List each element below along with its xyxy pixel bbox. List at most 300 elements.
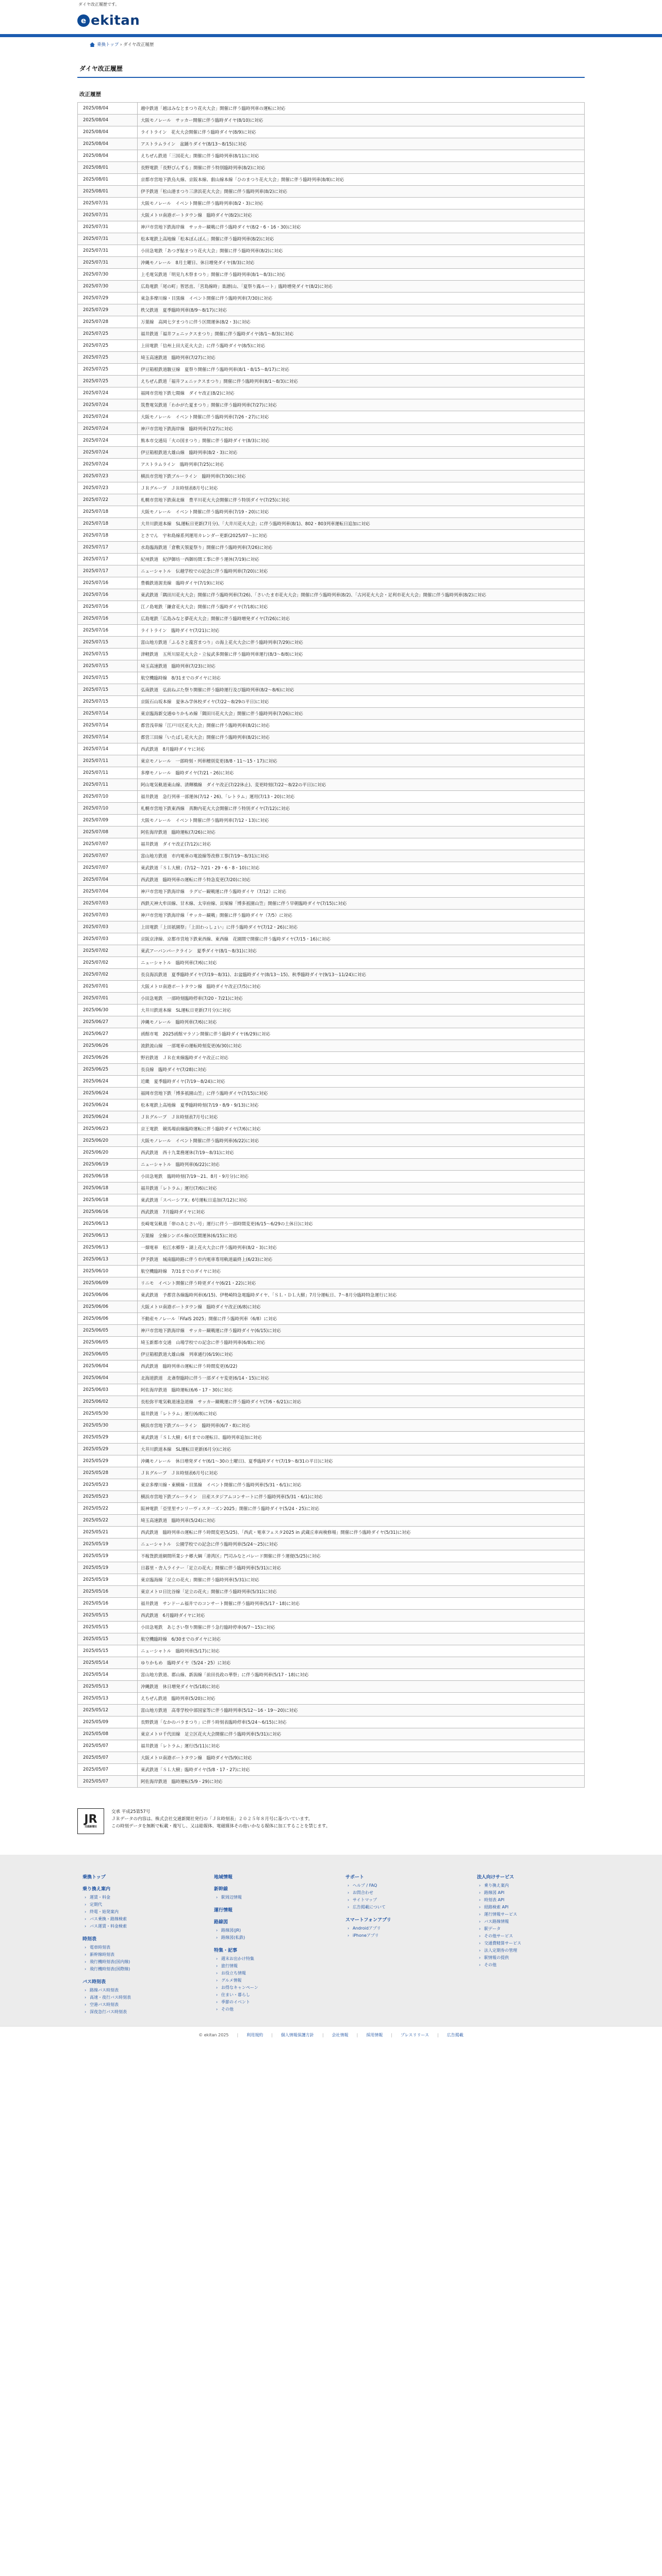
footer-link[interactable]: › 駅データ <box>477 1925 608 1933</box>
breadcrumb-current: ダイヤ改正履歴 <box>123 42 154 47</box>
footer-link[interactable]: › 路線バス時刻表 <box>82 1987 214 1994</box>
footer-link[interactable]: › 路線図 API <box>477 1889 608 1897</box>
history-description: 小田急電鉄 臨時時刻(7/19〜21、8月・9月分)に対応 <box>138 1171 585 1182</box>
history-description: 西武鉄道 臨時列車の運転に伴う時間変更(6/22) <box>138 1360 585 1372</box>
history-description: 函館市電 2025函館マラソン開催に伴う臨時ダイヤ(6/29)に対応 <box>138 1028 585 1040</box>
history-date: 2025/06/30 <box>78 1005 138 1016</box>
history-date: 2025/08/04 <box>78 103 138 115</box>
history-date: 2025/05/19 <box>78 1550 138 1562</box>
site-footer <box>0 1855 662 2026</box>
history-description: ゆりかもめ 臨時ダイヤ（5/24・25）に対応 <box>138 1657 585 1669</box>
history-description: 大井川鉄道本線 SL運転日更新(7月分)、「大井川花火大会」に伴う臨時列車(8/1)、802・803列車運転日追加に対応 <box>138 518 585 530</box>
history-row <box>78 1135 585 1147</box>
history-row <box>78 233 585 245</box>
history-row <box>78 1705 585 1716</box>
page-description: ダイヤ改正履歴です。 <box>78 2 120 7</box>
footer-link[interactable]: › 法人定期券の管理 <box>477 1947 608 1954</box>
history-date: 2025/07/02 <box>78 969 138 981</box>
history-date: 2025/06/26 <box>78 1052 138 1064</box>
history-date: 2025/06/05 <box>78 1337 138 1349</box>
permit-text <box>111 1808 330 1830</box>
history-row <box>78 1313 585 1325</box>
history-date: 2025/08/04 <box>78 115 138 126</box>
history-description: 大阪メトロ南港ポートタウン線 臨時ダイヤ改正(6/8)に対応 <box>138 1301 585 1313</box>
history-date: 2025/07/11 <box>78 767 138 779</box>
history-row <box>78 471 585 482</box>
history-date: 2025/07/14 <box>78 743 138 755</box>
history-row <box>78 518 585 530</box>
history-description: 福井鉄道「レトラム」運行(6/8)に対応 <box>138 1408 585 1420</box>
permit-number: 交承 平成25第57号 <box>111 1809 151 1814</box>
history-row <box>78 649 585 660</box>
history-description: 沖縄モノレール 8月土曜日、休日増発ダイヤ(8/3)に対応 <box>138 257 585 269</box>
footer-link[interactable]: › 広告掲載について <box>345 1904 477 1911</box>
history-date: 2025/07/09 <box>78 815 138 827</box>
footer-link[interactable]: › 住まい・暮らし <box>214 1991 345 1999</box>
history-description: 伊豆箱根鉄道駿豆線 夏祭り開催に伴う臨時列車(8/1・8/15〜8/17)に対応 <box>138 364 585 376</box>
history-row <box>78 1111 585 1123</box>
footer-link[interactable]: › 交通費精算サービス <box>477 1940 608 1947</box>
footer-link[interactable]: › 季節のイベント <box>214 1999 345 2006</box>
history-row <box>78 376 585 387</box>
footer-link[interactable]: › 定期代 <box>82 1901 214 1908</box>
history-date: 2025/05/16 <box>78 1598 138 1610</box>
history-description: 富山地方鉄道 市内電車の電設線等改修工事(7/19〜8/31)に対応 <box>138 850 585 862</box>
history-row <box>78 1218 585 1230</box>
history-description: ＪＲグループ ＪＲ時刻表8月号に対応 <box>138 482 585 494</box>
history-description: 埼玉高速鉄道 臨時列車(7/27)に対応 <box>138 352 585 364</box>
footer-link[interactable]: › 新幹線時刻表 <box>82 1951 214 1958</box>
history-row <box>78 269 585 281</box>
history-date: 2025/07/22 <box>78 494 138 506</box>
footer-link[interactable]: › バス乗換・路線検索 <box>82 1916 214 1923</box>
footer-link[interactable]: › 乗り換え案内 <box>477 1882 608 1889</box>
history-description: 沖縄モノレール 臨時列車(7/6)に対応 <box>138 1016 585 1028</box>
history-row <box>78 103 585 115</box>
footer-heading[interactable]: 法人向けサービス <box>477 1875 515 1880</box>
footer-link[interactable]: › 空港バス時刻表 <box>82 2001 214 2008</box>
history-row <box>78 1266 585 1277</box>
history-date: 2025/06/13 <box>78 1254 138 1266</box>
footer-link[interactable]: › バス運賃・料金検索 <box>82 1923 214 1930</box>
history-row <box>78 732 585 743</box>
bottom-link[interactable]: 採用情報 <box>366 2033 383 2037</box>
footer-heading[interactable]: バス時刻表 <box>82 1980 106 1985</box>
history-row <box>78 874 585 886</box>
footer-link[interactable]: › 電車時刻表 <box>82 1944 214 1951</box>
history-description: 阿山電気軌道東山線、清輝橋線 ダイヤ改正(7/22休止)、変更時刻(7/22〜8/22の平日)に対応 <box>138 779 585 791</box>
history-date: 2025/05/19 <box>78 1538 138 1550</box>
history-row <box>78 245 585 257</box>
history-description: 熊本市交通局「火の国まつり」開催に伴う臨時ダイヤ(8/3)に対応 <box>138 435 585 447</box>
footer-link[interactable]: › その他 <box>477 1962 608 1969</box>
history-description: 西武鉄道 6月臨時ダイヤに対応 <box>138 1610 585 1622</box>
history-description: 流鉄流山線 一部電車の運転時刻変更(6/30)に対応 <box>138 1040 585 1052</box>
history-date: 2025/06/13 <box>78 1218 138 1230</box>
history-date: 2025/05/08 <box>78 1728 138 1740</box>
main-content <box>77 61 585 1788</box>
history-row <box>78 257 585 269</box>
history-date: 2025/07/01 <box>78 993 138 1005</box>
history-description: 京都市営地下鉄烏丸線、京阪本線、叡山線本線「ひのまつり花火大会」開催に伴う臨時列車(8/8)に対応 <box>138 174 585 186</box>
history-row <box>78 720 585 732</box>
history-date: 2025/07/16 <box>78 625 138 637</box>
footer-link[interactable]: › サイトマップ <box>345 1897 477 1904</box>
history-description: 筑豊電気鉄道「わかがた夏まつり」開催に伴う臨時列車(7/27)に対応 <box>138 399 585 411</box>
history-date: 2025/06/05 <box>78 1349 138 1360</box>
history-date: 2025/07/25 <box>78 340 138 352</box>
history-description: 埼玉高速鉄道 臨時列車(5/24)に対応 <box>138 1515 585 1527</box>
history-date: 2025/06/05 <box>78 1325 138 1337</box>
history-row <box>78 921 585 933</box>
history-row <box>78 1171 585 1182</box>
history-date: 2025/06/13 <box>78 1230 138 1242</box>
history-date: 2025/07/17 <box>78 565 138 577</box>
history-description: ニューシャトル 臨時列車(6/22)に対応 <box>138 1159 585 1171</box>
history-date: 2025/07/24 <box>78 399 138 411</box>
history-row <box>78 1752 585 1764</box>
history-description: 横浜市営地下鉄ブルーライン 臨時列車(6/7・8)に対応 <box>138 1420 585 1432</box>
footer-link[interactable]: › 時刻表 API <box>477 1897 608 1904</box>
history-row <box>78 281 585 293</box>
bottom-link[interactable]: 会社情報 <box>332 2033 349 2037</box>
history-date: 2025/07/25 <box>78 352 138 364</box>
history-row <box>78 1360 585 1372</box>
footer-heading[interactable]: 特集・記事 <box>214 1948 238 1953</box>
history-date: 2025/05/13 <box>78 1681 138 1693</box>
history-description: 沖縄モノレール 休日増発ダイヤ(6/1〜30の土曜日)、夏季臨時ダイヤ(7/19〜8/31の平日)に対応 <box>138 1455 585 1467</box>
history-description: 不動産モノレール「FifaIS 2025」開催に伴う臨時列車（6/8）に対応 <box>138 1313 585 1325</box>
history-row <box>78 1194 585 1206</box>
history-row <box>78 1349 585 1360</box>
history-row <box>78 910 585 921</box>
footer-heading[interactable]: 運行情報 <box>214 1908 233 1913</box>
history-description: 上田電鉄「信州上田大花火大会」に伴う臨時ダイヤ(8/5)に対応 <box>138 340 585 352</box>
history-row <box>78 1432 585 1444</box>
footer-heading[interactable]: スマートフォンアプリ <box>345 1918 391 1923</box>
history-description: 万葉線 全線シンボル線の区間運休(6/15)に対応 <box>138 1230 585 1242</box>
history-row <box>78 755 585 767</box>
history-row <box>78 447 585 459</box>
footer-list <box>477 1882 608 1969</box>
history-description: 東急多摩川線・目黒線 イベント開催に伴う臨時列車(7/30)に対応 <box>138 293 585 304</box>
history-row <box>78 1182 585 1194</box>
history-description: 西武鉄道 臨時列車の運転に伴う特急変更(7/20)に対応 <box>138 874 585 886</box>
history-date: 2025/06/24 <box>78 1099 138 1111</box>
footer-link[interactable]: › 飛行機時刻表(国際線) <box>82 1966 214 1973</box>
history-row <box>78 1289 585 1301</box>
history-date: 2025/07/17 <box>78 542 138 554</box>
history-row <box>78 1230 585 1242</box>
history-row <box>78 981 585 993</box>
history-row <box>78 613 585 625</box>
history-description: 長野電鉄「長野びんずる」開催に伴う特別臨時列車(8/2)に対応 <box>138 162 585 174</box>
history-row <box>78 1396 585 1408</box>
history-description: ライトライン 花火大会開催に伴う臨時ダイヤ(8/9)に対応 <box>138 126 585 138</box>
history-description: 都営浅草線「江戸川区花火大会」開催に伴う臨時列車(8/2)に対応 <box>138 720 585 732</box>
history-date: 2025/06/20 <box>78 1147 138 1159</box>
history-description: 大阪メトロ南港ポートタウン線 臨時ダイヤ(5/9)に対応 <box>138 1752 585 1764</box>
footer-heading[interactable]: サポート <box>345 1875 365 1880</box>
history-description: 西武鉄道 西十九業務運休(7/19〜8/31)に対応 <box>138 1147 585 1159</box>
history-date: 2025/05/15 <box>78 1645 138 1657</box>
history-description: 津軽鉄道 五所川原花火大会・立佞武多開催に伴う臨時列車運行(8/3〜8/8)に対応 <box>138 649 585 660</box>
history-description: 野岩鉄道 ＪＲ在来線臨時ダイヤ改正に対応 <box>138 1052 585 1064</box>
history-description: 長良海浜鉄道 夏季臨時ダイヤ(7/19〜8/31)、お盆臨時ダイヤ(8/13〜15)、秋季臨時ダイヤ(9/13〜11/24)に対応 <box>138 969 585 981</box>
history-date: 2025/05/07 <box>78 1764 138 1776</box>
footer-heading[interactable]: 乗換トップ <box>82 1875 106 1880</box>
history-row <box>78 1681 585 1693</box>
history-row <box>78 1598 585 1610</box>
history-date: 2025/07/18 <box>78 530 138 542</box>
history-row <box>78 482 585 494</box>
footer-link[interactable]: › iPhoneアプリ <box>345 1932 477 1939</box>
history-date: 2025/07/23 <box>78 482 138 494</box>
history-date: 2025/07/24 <box>78 459 138 471</box>
history-date: 2025/05/29 <box>78 1432 138 1444</box>
history-description: 北海道鉄道 北斎祭臨時に伴う一部ダイヤ変更(6/14・15)に対応 <box>138 1372 585 1384</box>
history-row <box>78 1562 585 1574</box>
history-date: 2025/07/31 <box>78 221 138 233</box>
history-description: 京王電鉄 競馬場前線臨時運転に伴う臨時ダイヤ(7/6)に対応 <box>138 1123 585 1135</box>
history-row <box>78 399 585 411</box>
history-description: 大井川鉄道本線 SL運転日更新(6月分)に対応 <box>138 1444 585 1455</box>
breadcrumb-home-link[interactable]: 乗換トップ <box>97 42 119 47</box>
history-row <box>78 803 585 815</box>
footer-link[interactable]: › 路線図(私鉄) <box>214 1934 345 1941</box>
footer-link[interactable]: › 運行情報サービス <box>477 1911 608 1918</box>
history-description: えちぜん鉄道「福井フェニックスまつり」開催に伴う臨時列車(8/1〜8/3)に対応 <box>138 376 585 387</box>
history-description: 神戸市営地下鉄海岸線 サッカー観戦運に伴う臨時ダイヤ(6/15)に対応 <box>138 1325 585 1337</box>
bottom-link[interactable]: プレスリリース <box>401 2033 429 2037</box>
home-icon <box>90 42 95 47</box>
history-description: 弘南鉄道 弘前ねぶた祭り開催に伴う臨時運行及び臨時列車(8/2〜8/6)に対応 <box>138 684 585 696</box>
history-date: 2025/06/27 <box>78 1028 138 1040</box>
permit-notice <box>77 1808 585 1834</box>
link-separator: | <box>322 2033 324 2037</box>
history-row <box>78 1527 585 1538</box>
history-date: 2025/05/14 <box>78 1669 138 1681</box>
footer-heading[interactable]: 時刻表 <box>82 1937 97 1942</box>
history-description: 福岡市営地下鉄「博多祇園山笠」に伴う臨時ダイヤ(7/15)に対応 <box>138 1088 585 1099</box>
history-row <box>78 1479 585 1491</box>
history-date: 2025/07/16 <box>78 589 138 601</box>
history-date: 2025/06/27 <box>78 1016 138 1028</box>
history-date: 2025/07/31 <box>78 245 138 257</box>
link-separator: | <box>271 2033 273 2037</box>
permit-source: ＪＲデータの内容は、株式会社交通新聞社発行の「ＪＲ時刻表」２０２５年８月号に基づいています。 <box>111 1817 313 1822</box>
history-date: 2025/06/10 <box>78 1266 138 1277</box>
history-description: 豊橋鉄道渥美線 臨時ダイヤ(7/19)に対応 <box>138 577 585 589</box>
history-row <box>78 779 585 791</box>
footer-link[interactable]: › 駅情報の提供 <box>477 1954 608 1962</box>
history-row <box>78 1052 585 1064</box>
ekitan-logo-icon: e <box>77 14 90 27</box>
history-description: 大阪メトロ南港ポートタウン線 臨時ダイヤ改正(7/5)に対応 <box>138 981 585 993</box>
footer-list <box>345 1882 477 1911</box>
history-date: 2025/07/15 <box>78 672 138 684</box>
history-description: 富山地方鉄道、郡山線、新潟線「前田長政の華祭」に伴う臨時列車(5/17・18)に対応 <box>138 1669 585 1681</box>
history-date: 2025/08/01 <box>78 162 138 174</box>
history-description: 京阪京津線、京都市営地下鉄東西線、東西線 花園間で開催に伴う臨時ダイヤ(7/15・16)に対応 <box>138 933 585 945</box>
history-date: 2025/06/19 <box>78 1159 138 1171</box>
history-date: 2025/07/03 <box>78 921 138 933</box>
history-row <box>78 637 585 649</box>
history-description: 東武アーバンパークライン 夏季ダイヤ(8/1〜8/31)に対応 <box>138 945 585 957</box>
history-description: 福井鉄道「福井フェニックスまつり」開催に伴う臨時ダイヤ(8/1〜8/3)に対応 <box>138 328 585 340</box>
history-date: 2025/05/19 <box>78 1574 138 1586</box>
history-description: 西武鉄道 8月臨時ダイヤに対応 <box>138 743 585 755</box>
history-date: 2025/07/16 <box>78 613 138 625</box>
history-date: 2025/07/29 <box>78 304 138 316</box>
history-date: 2025/08/01 <box>78 174 138 186</box>
history-description: 東武鉄道「ＳＬ大樹」6月までの運転日、臨時列車追加に対応 <box>138 1432 585 1444</box>
history-description: リニモ イベント開催に伴う時更ダイヤ(6/21・22)に対応 <box>138 1277 585 1289</box>
history-date: 2025/05/15 <box>78 1622 138 1633</box>
history-row <box>78 1515 585 1527</box>
history-description: 水島臨海鉄道「倉敷天領夏祭り」開催に伴う臨時列車(7/26)に対応 <box>138 542 585 554</box>
bottom-link[interactable]: 広告掲載 <box>446 2033 464 2037</box>
history-row <box>78 767 585 779</box>
history-date: 2025/06/25 <box>78 1064 138 1076</box>
history-date: 2025/07/18 <box>78 506 138 518</box>
history-row <box>78 791 585 803</box>
history-description: 小田急電鉄「あつぎ鮎まつり花火大会」開催に伴う臨時列車(8/2)に対応 <box>138 245 585 257</box>
footer-link[interactable]: › ヘルプ / FAQ <box>345 1882 477 1889</box>
history-description: 東京モノレール 一部時刻・列車種別変更(8/8・11〜15・17)に対応 <box>138 755 585 767</box>
bottom-link[interactable]: 利用規約 <box>246 2033 263 2037</box>
history-description: 神戸市営地下鉄海岸線 サッカー観戦に伴う臨時ダイヤ(8/2・6・16・30)に対応 <box>138 221 585 233</box>
history-description: 東京メトロ日比谷線「足立の花火」開催に伴う臨時列車(5/31)に対応 <box>138 1586 585 1598</box>
history-description: 大阪モノレール サッカー開催に伴う臨時ダイヤ(8/10)に対応 <box>138 115 585 126</box>
history-row <box>78 1776 585 1788</box>
history-date: 2025/07/02 <box>78 957 138 969</box>
history-description: 東武鉄道「隅田川花火大会」開催に伴う臨時列車(7/26)、「さいたま市花火大会」開催に伴う臨時列車(8/2)、「古河花火大会・足利市花火大会」開催に伴う臨時列車(8/2)に対応 <box>138 589 585 601</box>
history-date: 2025/05/30 <box>78 1408 138 1420</box>
history-row <box>78 1206 585 1218</box>
history-description: 近畿 夏季臨時ダイヤ(7/19〜8/24)に対応 <box>138 1076 585 1088</box>
footer-heading[interactable]: 乗り換え案内 <box>82 1887 111 1892</box>
history-description: ニューシャトル 公園学校での記念に伴う臨時列車(5/24〜25)に対応 <box>138 1538 585 1550</box>
ekitan-logo[interactable] <box>77 13 140 28</box>
footer-link[interactable]: › その他サービス <box>477 1933 608 1940</box>
footer-link[interactable]: › 旅行情報 <box>214 1963 345 1970</box>
footer-link[interactable]: › 飛行機時刻表(国内線) <box>82 1958 214 1966</box>
history-date: 2025/07/10 <box>78 803 138 815</box>
footer-link[interactable]: › お問合わせ <box>345 1889 477 1897</box>
footer-heading[interactable]: 地域情報 <box>214 1875 233 1880</box>
footer-link[interactable]: › 運賃・料金 <box>82 1894 214 1901</box>
history-description: ライトライン 臨時ダイヤ(7/21)に対応 <box>138 625 585 637</box>
history-description: 航空機臨時線 7/31までのダイヤに対応 <box>138 1266 585 1277</box>
history-description: ニューシャトル 伝越学校での記念に伴う臨時列車(7/20)に対応 <box>138 565 585 577</box>
history-date: 2025/07/03 <box>78 910 138 921</box>
history-description: 長崎電気軌道「帯のあじさい号」運行に伴う一部時間変更(6/15〜6/29の土休日)に対応 <box>138 1218 585 1230</box>
history-date: 2025/06/26 <box>78 1040 138 1052</box>
history-row <box>78 1016 585 1028</box>
footer-link[interactable]: › 路線図(JR) <box>214 1927 345 1934</box>
history-description: 都営三田線「いたばし花火大会」開催に伴う臨時列車(8/2)に対応 <box>138 732 585 743</box>
footer-link[interactable]: › 高速・夜行バス時刻表 <box>82 1994 214 2001</box>
footer-link[interactable]: › バス路線情報 <box>477 1918 608 1925</box>
history-date: 2025/07/11 <box>78 755 138 767</box>
history-date: 2025/05/21 <box>78 1527 138 1538</box>
history-description: 沖縄鉄道 休日増発ダイヤ(5/18)に対応 <box>138 1681 585 1693</box>
footer-list <box>82 1987 214 2016</box>
history-row <box>78 542 585 554</box>
history-description: 東京臨海新交通ゆりかもめ線「隅田川花火大会」開催に伴う臨時列車(7/26)に対応 <box>138 708 585 720</box>
history-row <box>78 506 585 518</box>
history-date: 2025/05/09 <box>78 1716 138 1728</box>
history-date: 2025/07/03 <box>78 898 138 910</box>
jr-logo-text: JR <box>84 1812 97 1826</box>
history-description: 広島電鉄「尾の町」智思直、「宮島線時」楽譜(山、「夏祭り露ルート」臨時増発ダイヤ(8/2)に対応 <box>138 281 585 293</box>
history-description: 紀州鉄道 紀伊御坊一西御坊間工事に伴う運休(7/19)に対応 <box>138 554 585 565</box>
footer-link[interactable]: › Androidアプリ <box>345 1925 477 1932</box>
footer-link[interactable]: › 駅周辺情報 <box>214 1894 345 1901</box>
history-row <box>78 1728 585 1740</box>
breadcrumb <box>0 37 662 58</box>
copyright-text: © ekitan 2025 <box>198 2033 229 2037</box>
history-date: 2025/06/06 <box>78 1301 138 1313</box>
history-date: 2025/07/24 <box>78 447 138 459</box>
history-date: 2025/06/02 <box>78 1396 138 1408</box>
logo-text: ekitan <box>91 13 140 28</box>
history-date: 2025/05/30 <box>78 1420 138 1432</box>
bottom-link[interactable]: 個人情報保護方針 <box>280 2033 314 2037</box>
history-date: 2025/07/30 <box>78 281 138 293</box>
history-row <box>78 1325 585 1337</box>
footer-link[interactable]: › お得なキャンペーン <box>214 1984 345 1991</box>
footer-link[interactable]: › お役立ち情報 <box>214 1970 345 1977</box>
history-description: 埼玉高速鉄道 臨時列車(7/23)に対応 <box>138 660 585 672</box>
history-description: 小田急電鉄 あじさい祭り開催に伴う急行臨時停車(6/7〜15)に対応 <box>138 1622 585 1633</box>
permit-copyright: この時刻データを無断で転載・複写し、又は総媒体、電磁媒体その他いかなる媒体に加工することを禁じます。 <box>111 1824 330 1829</box>
history-description: アストラムライン 盆踊りダイヤ(8/13〜8/15)に対応 <box>138 138 585 150</box>
history-date: 2025/07/24 <box>78 411 138 423</box>
history-row <box>78 174 585 186</box>
history-description: えちぜん鉄道「三国花火」開催に伴う臨時列車(8/11)に対応 <box>138 150 585 162</box>
history-date: 2025/07/01 <box>78 981 138 993</box>
history-row <box>78 1076 585 1088</box>
footer-link[interactable]: › 深夜急行バス時刻表 <box>82 2008 214 2016</box>
footer-column-support <box>345 1868 477 2016</box>
history-row <box>78 1040 585 1052</box>
history-description: 一畑電車 松江水郷祭・湖上花火大会に伴う臨時列車(8/2・3)に対応 <box>138 1242 585 1254</box>
history-row <box>78 1254 585 1266</box>
footer-heading[interactable]: 新幹線 <box>214 1887 228 1892</box>
history-date: 2025/07/04 <box>78 886 138 898</box>
history-row <box>78 1159 585 1171</box>
footer-link[interactable]: › 経路検索 API <box>477 1904 608 1911</box>
history-row <box>78 993 585 1005</box>
footer-link[interactable]: › 週末お出かけ特集 <box>214 1955 345 1963</box>
history-description: 松本電鉄上高地線 夏季臨時時刻(7/19・8/9・9/13)に対応 <box>138 1099 585 1111</box>
history-date: 2025/07/30 <box>78 269 138 281</box>
history-description: 航空機臨時線 6/30までのダイヤに対応 <box>138 1633 585 1645</box>
history-row <box>78 554 585 565</box>
history-date: 2025/07/25 <box>78 328 138 340</box>
history-row <box>78 565 585 577</box>
footer-heading[interactable]: 路線図 <box>214 1920 228 1925</box>
history-row <box>78 743 585 755</box>
history-description: 上毛電気鉄道「明見九木祭まつり」開催に伴う臨時列車(8/1〜8/3)に対応 <box>138 269 585 281</box>
history-row <box>78 1444 585 1455</box>
footer-link[interactable]: › グルメ情報 <box>214 1977 345 1984</box>
history-row <box>78 364 585 376</box>
footer-link[interactable]: › 終電・始発案内 <box>82 1908 214 1916</box>
footer-link[interactable]: › その他 <box>214 2006 345 2013</box>
